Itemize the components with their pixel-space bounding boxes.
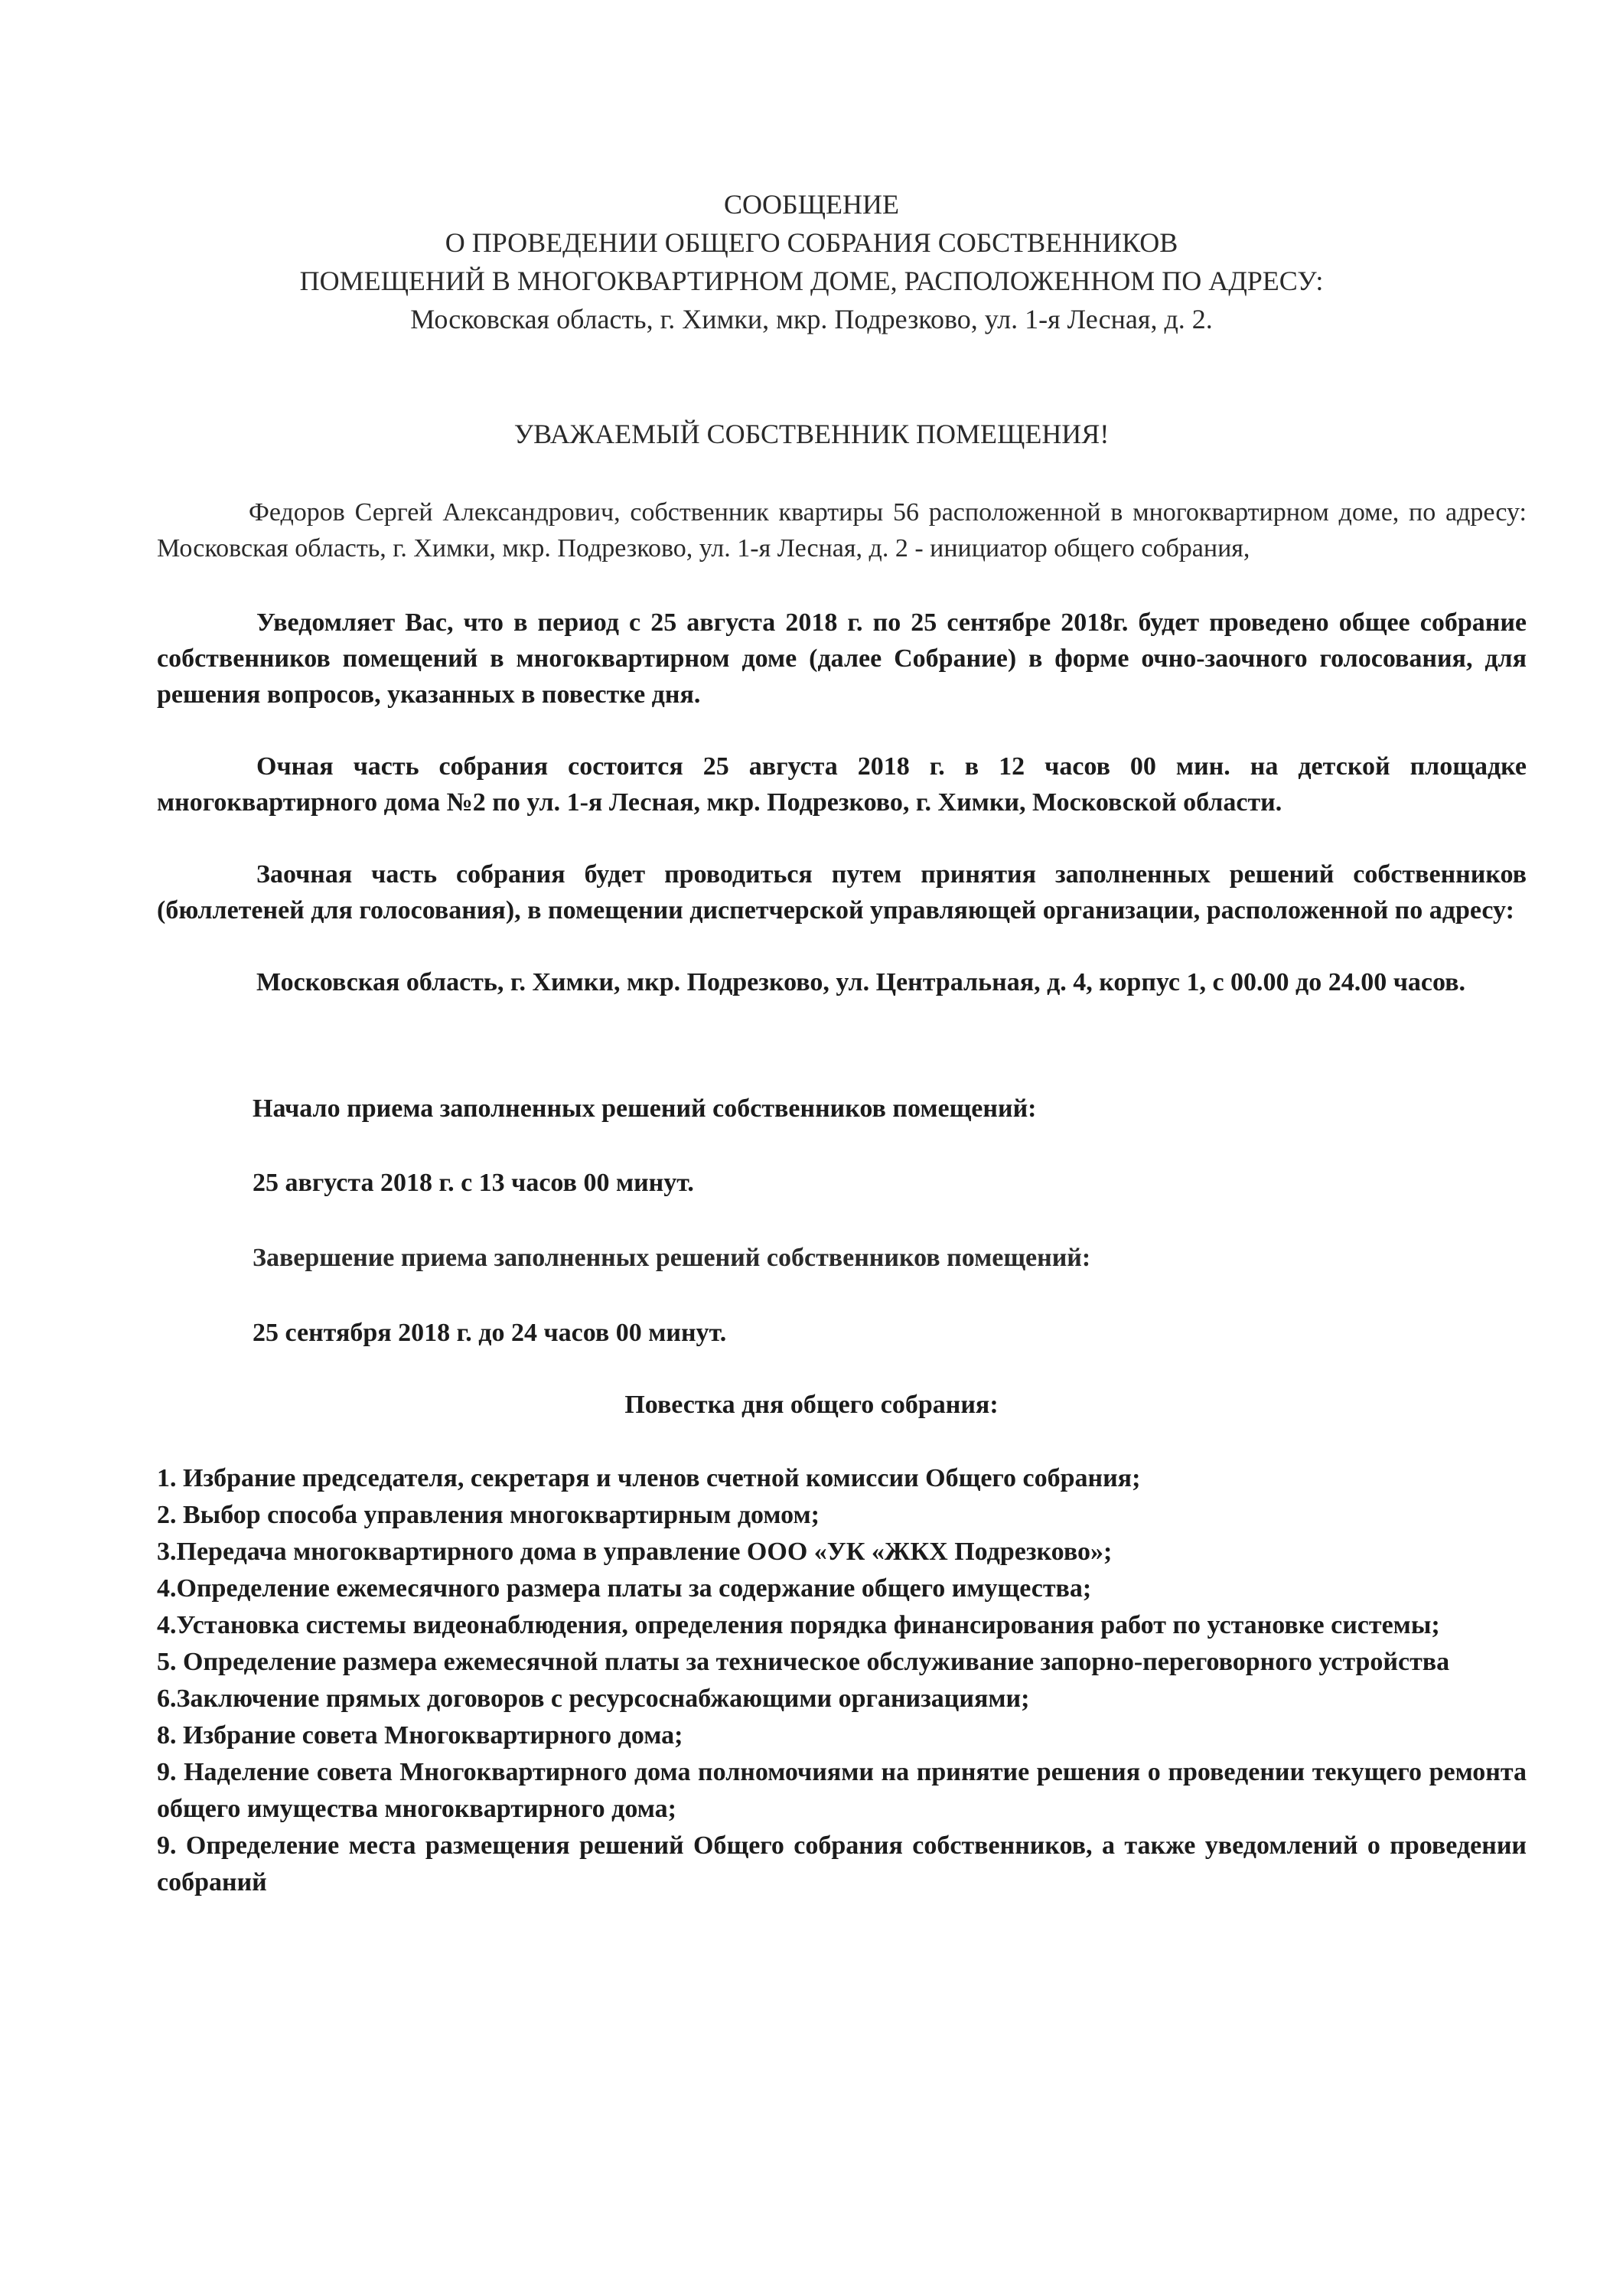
in-person-paragraph: Очная часть собрания состоится 25 августа 2018 г. в 12 часов 00 мин. на детской площадке многоквартирного дома №2 по ул. 1-я Лесная, мкр. Подрезково, г. Химки, Московской области. [157,752,1527,817]
agenda-item: 6.Заключение прямых договоров с ресурсоснабжающими организациями; [157,1684,1030,1713]
agenda-item: 1. Избрание председателя, секретаря и членов счетной комиссии Общего собрания; [157,1464,1141,1492]
header-subtitle-line-2: ПОМЕЩЕНИЙ В МНОГОКВАРТИРНОМ ДОМЕ, РАСПОЛОЖЕННОМ ПО АДРЕСУ: [299,266,1324,296]
absentee-paragraph: Заочная часть собрания будет проводиться путем принятия заполненных решений собственников (бюллетеней для голосования), в помещении диспетчерской управляющей организации, расположенной по адресу: [157,860,1527,925]
header-address: Московская область, г. Химки, мкр. Подрезково, ул. 1-я Лесная, д. 2. [410,304,1213,334]
agenda-item: 4.Установка системы видеонаблюдения, определения порядка финансирования работ по установке системы; [157,1611,1440,1639]
agenda-title: Повестка дня общего собрания: [624,1391,999,1419]
agenda-item: 3.Передача многоквартирного дома в управление ООО «УК «ЖКХ Подрезково»; [157,1538,1113,1566]
agenda-item: 2. Выбор способа управления многоквартирным домом; [157,1501,820,1529]
initiator-text: Федоров Сергей Александрович, собственник квартиры 56 расположенной в многоквартирном доме, по адресу: Московская область, г. Химки, мкр. Подрезково, ул. 1-я Лесная, д. 2 - инициатор общего собрания, [157,498,1527,563]
agenda-item: 8. Избрание совета Многоквартирного дома; [157,1721,683,1750]
document-header [0,185,1623,338]
agenda-item: 9. Наделение совета Многоквартирного дома полномочиями на принятие решения о проведении текущего ремонта общего имущества многоквартирного дома; [157,1758,1527,1823]
agenda-item: 5. Определение размера ежемесячной платы за техническое обслуживание запорно-переговорного устройства [157,1648,1450,1676]
agenda-list [157,1460,1527,1901]
start-label: Начало приема заполненных решений собственников помещений: [253,1094,1037,1123]
greeting: УВАЖАЕМЫЙ СОБСТВЕННИК ПОМЕЩЕНИЯ! [513,419,1110,449]
end-label: Завершение приема заполненных решений собственников помещений: [253,1244,1091,1272]
end-value: 25 сентября 2018 г. до 24 часов 00 минут. [253,1319,727,1347]
absentee-address: Московская область, г. Химки, мкр. Подрезково, ул. Центральная, д. 4, корпус 1, с 00.00 до 24.00 часов. [256,968,1466,996]
agenda-item: 9. Определение места размещения решений Общего собрания собственников, а также уведомлений о проведении собраний [157,1831,1527,1896]
notify-paragraph: Уведомляет Вас, что в период с 25 августа 2018 г. по 25 сентябре 2018г. будет проведено общее собрание собственников помещений в многоквартирном доме (далее Собрание) в форме очно-заочного голосования, для решения вопросов, указанных в повестке дня. [157,608,1527,709]
header-title: СООБЩЕНИЕ [724,189,899,220]
header-subtitle-line-1: О ПРОВЕДЕНИИ ОБЩЕГО СОБРАНИЯ СОБСТВЕННИКОВ [445,227,1178,258]
start-value: 25 августа 2018 г. с 13 часов 00 минут. [253,1169,694,1197]
agenda-item: 4.Определение ежемесячного размера платы за содержание общего имущества; [157,1574,1092,1603]
initiator-paragraph [157,494,1527,566]
